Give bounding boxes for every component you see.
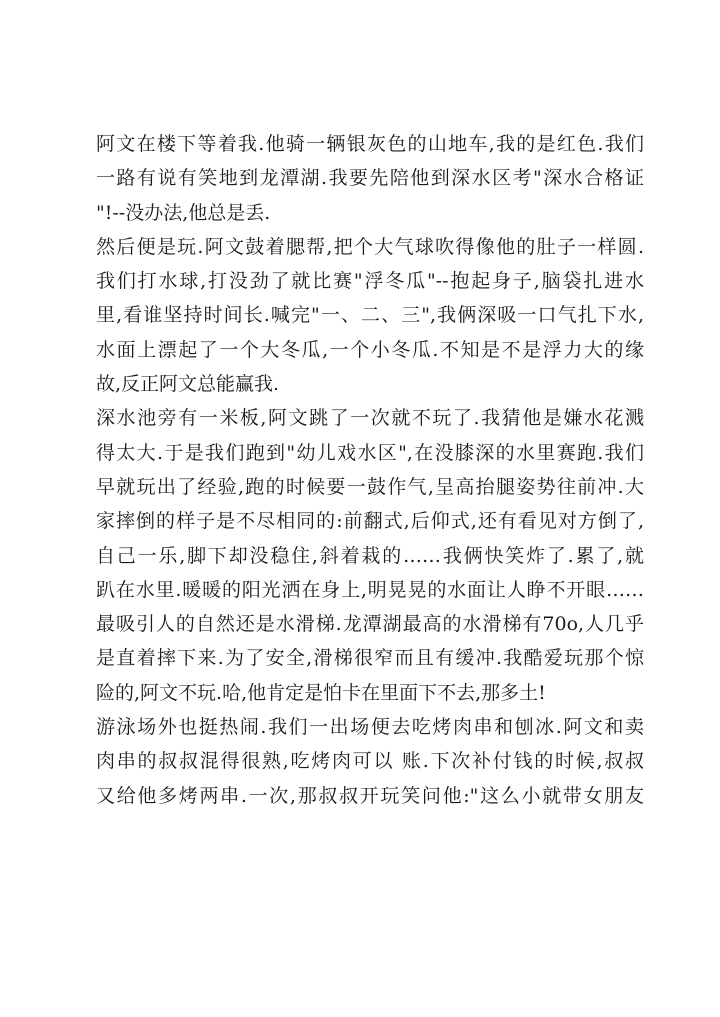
text-line: 自己一乐,脚下却没稳住,斜着栽的……我俩快笑炸了.累了,就 xyxy=(96,544,644,567)
text-line: 阿文在楼下等着我.他骑一辆银灰色的山地车,我的是红色.我们 xyxy=(96,133,644,155)
text-line: 里,看谁坚持时间长.喊完"一、二、三",我俩深吸一口气扎下水, xyxy=(96,304,644,327)
text-line: 趴在水里.暖暖的阳光洒在身上,明晃晃的水面让人睁不开眼…… xyxy=(96,578,644,601)
text-line: 早就玩出了经验,跑的时候要一鼓作气,呈高抬腿姿势往前冲.大 xyxy=(96,475,644,498)
text-line: "!--没办法,他总是丢. xyxy=(96,201,271,224)
text-line: 又给他多烤两串.一次,那叔叔开玩笑问他:"这么小就带女朋友 xyxy=(96,784,644,807)
text-line: 游泳场外也挺热闹.我们一出场便去吃烤肉串和刨冰.阿文和卖 xyxy=(96,716,644,739)
text-line: 肉串的叔叔混得很熟,吃烤肉可以 账.下次补付钱的时候,叔叔 xyxy=(96,750,644,773)
text-line: 是直着摔下来.为了安全,滑梯很窄而且有缓冲.我酷爱玩那个惊 xyxy=(96,647,644,670)
text-line: 险的,阿文不玩.哈,他肯定是怕卡在里面下不去,那多土! xyxy=(96,681,546,704)
document-body xyxy=(96,127,644,813)
text-line: 一路有说有笑地到龙潭湖.我要先陪他到深水区考"深水合格证 xyxy=(96,167,644,190)
text-line: 得太大.于是我们跑到"幼儿戏水区",在没膝深的水里赛跑.我们 xyxy=(96,441,644,464)
text-line: 深水池旁有一米板,阿文跳了一次就不玩了.我猜他是嫌水花溅 xyxy=(96,407,644,430)
text-line: 我们打水球,打没劲了就比赛"浮冬瓜"--抱起身子,脑袋扎进水 xyxy=(96,270,644,293)
text-line: 水面上漂起了一个大冬瓜,一个小冬瓜.不知是不是浮力大的缘 xyxy=(96,338,644,361)
text-line: 故,反正阿文总能赢我. xyxy=(96,373,280,396)
text-line: 家摔倒的样子是不尽相同的:前翻式,后仰式,还有看见对方倒了, xyxy=(96,510,644,533)
text-line: 最吸引人的自然还是水滑梯.龙潭湖最高的水滑梯有70o,人几乎 xyxy=(96,613,644,636)
text-line: 然后便是玩.阿文鼓着腮帮,把个大气球吹得像他的肚子一样圆. xyxy=(96,235,644,258)
